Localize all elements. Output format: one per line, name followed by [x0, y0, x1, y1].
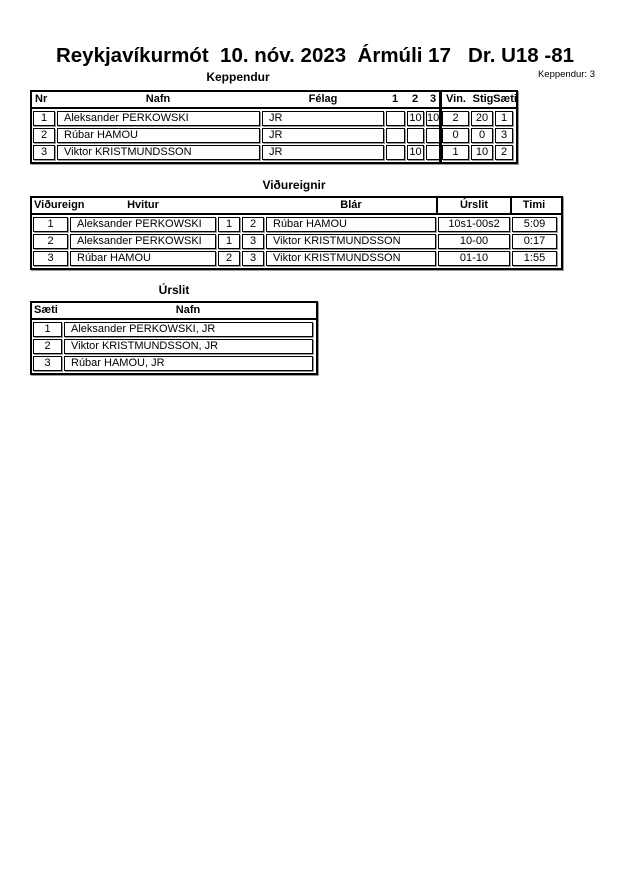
cell-blar-nr: 2 [242, 217, 264, 232]
cell-round3 [426, 128, 440, 143]
cell-hvitur-name: Aleksander PERKOWSKI [70, 217, 216, 232]
cell-stig: 0 [471, 128, 493, 143]
cell-round2: 10 [407, 145, 424, 160]
cell-urslit: 01-10 [438, 251, 510, 266]
urslit-section-label: Úrslit [158, 283, 190, 297]
cell-hvitur-name: Rúbar HAMOU [70, 251, 216, 266]
keppendur-table [30, 90, 518, 164]
cell-timi: 1:55 [512, 251, 557, 266]
cell-nafn: Viktor KRISTMUNDSSON, JR [64, 339, 313, 354]
urslit-table-body [32, 320, 316, 373]
vidureignir-table-header [32, 198, 561, 213]
keppendur-table-body [32, 109, 516, 162]
urslit-table-header [32, 303, 316, 318]
cell-round1 [386, 128, 405, 143]
cell-nr: 2 [33, 128, 55, 143]
vidureignir-header-timi-divider [510, 198, 512, 215]
vidureignir-header-urslit: Úrslit [459, 199, 489, 211]
cell-blar-nr: 3 [242, 234, 264, 249]
vidureignir-header-vidureign: Viðureign [34, 199, 85, 211]
cell-stig: 20 [471, 111, 493, 126]
cell-saeti: 3 [33, 356, 62, 371]
cell-vin: 0 [442, 128, 469, 143]
keppendur-header-round2: 2 [411, 93, 419, 105]
cell-urslit: 10-00 [438, 234, 510, 249]
cell-nr: 1 [33, 111, 55, 126]
cell-felag: JR [262, 111, 384, 126]
cell-match-nr: 3 [33, 251, 68, 266]
cell-round3: 10 [427, 112, 440, 124]
vidureignir-header-timi: Timi [522, 199, 546, 211]
cell-felag: JR [262, 145, 384, 160]
urslit-header-nafn: Nafn [175, 304, 201, 316]
cell-saeti: 1 [495, 111, 513, 126]
cell-blar-name: Viktor KRISTMUNDSSON [266, 234, 436, 249]
keppendur-header-nr: Nr [35, 93, 48, 105]
cell-round1 [386, 111, 405, 126]
cell-nafn: Rúbar HAMOU [57, 128, 260, 143]
cell-hvitur-name: Aleksander PERKOWSKI [70, 234, 216, 249]
cell-nr: 3 [33, 145, 55, 160]
cell-nafn: Rúbar HAMOU, JR [64, 356, 313, 371]
vidureignir-header-blar: Blár [340, 199, 362, 211]
cell-saeti: 2 [495, 145, 513, 160]
cell-nafn: Viktor KRISTMUNDSSON [57, 145, 260, 160]
cell-saeti: 1 [33, 322, 62, 337]
cell-round1 [386, 145, 405, 160]
urslit-table [30, 301, 318, 375]
cell-vin: 2 [442, 111, 469, 126]
cell-urslit: 10s1-00s2 [438, 217, 510, 232]
keppendur-table-header [32, 92, 516, 107]
cell-blar-name: Viktor KRISTMUNDSSON [266, 251, 436, 266]
cell-saeti: 3 [495, 128, 513, 143]
cell-felag: JR [262, 128, 384, 143]
vidureignir-header-hvitur: Hvitur [127, 199, 159, 211]
vidureignir-section-label: Viðureignir [262, 178, 326, 192]
keppendur-header-felag: Félag [308, 93, 338, 105]
cell-nafn: Aleksander PERKOWSKI, JR [64, 322, 313, 337]
cell-match-nr: 2 [33, 234, 68, 249]
cell-round2 [407, 128, 424, 143]
cell-saeti: 2 [33, 339, 62, 354]
cell-match-nr: 1 [33, 217, 68, 232]
cell-timi: 5:09 [512, 217, 557, 232]
competitor-count-label: Keppendur: 3 [537, 69, 595, 80]
cell-hvitur-nr: 2 [218, 251, 240, 266]
cell-vin: 1 [442, 145, 469, 160]
cell-round3 [426, 145, 440, 160]
cell-blar-nr: 3 [242, 251, 264, 266]
keppendur-section-label: Keppendur [206, 70, 270, 84]
cell-blar-name: Rúbar HAMOU [266, 217, 436, 232]
cell-stig: 10 [471, 145, 493, 160]
vidureignir-table-body [32, 215, 561, 268]
cell-round2: 10 [407, 111, 424, 126]
keppendur-header-round3: 3 [429, 93, 437, 105]
keppendur-header-round1: 1 [391, 93, 399, 105]
cell-nafn: Aleksander PERKOWSKI [57, 111, 260, 126]
vidureignir-header-urslit-divider [436, 198, 438, 215]
keppendur-header-vin: Vin. [446, 93, 466, 105]
cell-hvitur-nr: 1 [218, 234, 240, 249]
cell-timi: 0:17 [512, 234, 557, 249]
keppendur-header-saeti: Sæti [493, 93, 517, 105]
cell-hvitur-nr: 1 [218, 217, 240, 232]
keppendur-header-nafn: Nafn [145, 93, 171, 105]
vidureignir-table [30, 196, 563, 270]
keppendur-results-section-divider [439, 92, 442, 162]
urslit-header-saeti: Sæti [34, 304, 58, 316]
keppendur-header-stig: Stig [472, 93, 494, 105]
page-title: Reykjavíkurmót 10. nóv. 2023 Ármúli 17 Dr. U18 -81 [55, 44, 575, 67]
